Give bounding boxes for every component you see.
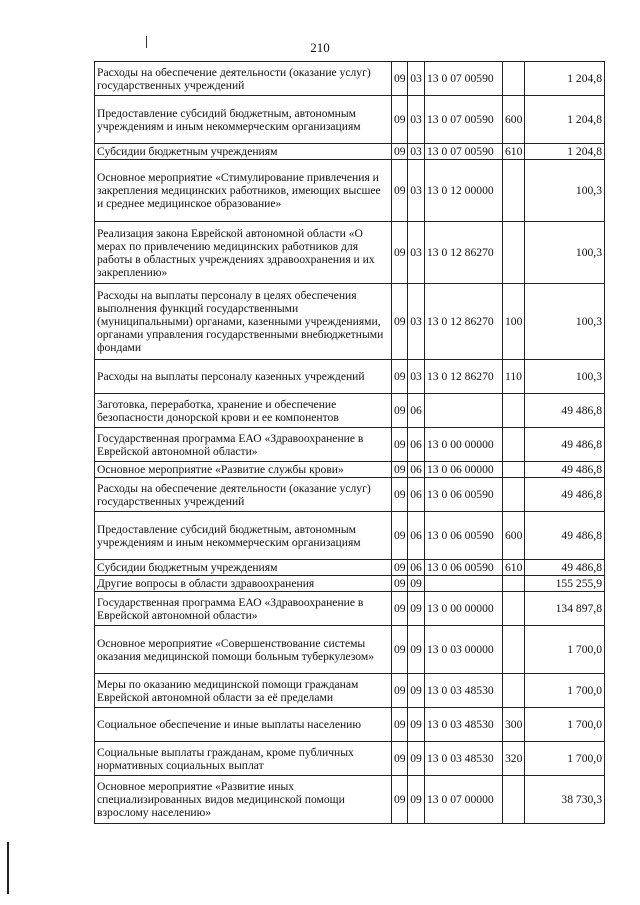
row-target-article-cell: 13 0 00 00000: [425, 592, 503, 626]
row-section-cell: 09: [392, 626, 408, 674]
row-section-cell: 09: [392, 428, 408, 462]
row-amount-cell: 1 204,8: [525, 144, 605, 160]
row-subsection-cell: 06: [408, 512, 425, 560]
table-row: [95, 776, 605, 824]
row-amount-cell: 49 486,8: [525, 394, 605, 428]
row-amount-cell: 134 897,8: [525, 592, 605, 626]
row-expense-type-cell: 110: [503, 360, 525, 394]
row-amount-cell: 1 700,0: [525, 708, 605, 742]
row-amount-cell: 1 700,0: [525, 742, 605, 776]
table-row: [95, 96, 605, 144]
table-row: [95, 592, 605, 626]
row-subsection-cell: 06: [408, 560, 425, 576]
row-target-article-cell: 13 0 12 00000: [425, 160, 503, 222]
row-subsection-cell: 06: [408, 462, 425, 478]
row-amount-cell: 100,3: [525, 222, 605, 284]
table-row: [95, 222, 605, 284]
row-expense-type-cell: 100: [503, 284, 525, 360]
row-section-cell: 09: [392, 592, 408, 626]
row-name-cell: Субсидии бюджетным учреждениям: [95, 560, 392, 576]
row-section-cell: 09: [392, 512, 408, 560]
table-row: [95, 576, 605, 592]
row-expense-type-cell: [503, 626, 525, 674]
row-expense-type-cell: 300: [503, 708, 525, 742]
row-name-cell: Государственная программа ЕАО «Здравоохранение в Еврейской автономной области»: [95, 428, 392, 462]
row-subsection-cell: 03: [408, 160, 425, 222]
row-name-cell: Социальное обеспечение и иные выплаты населению: [95, 708, 392, 742]
row-section-cell: 09: [392, 222, 408, 284]
row-target-article-cell: [425, 576, 503, 592]
row-target-article-cell: 13 0 06 00590: [425, 512, 503, 560]
row-name-cell: Реализация закона Еврейской автономной области «О мерах по привлечению медицинских работников для работы в областных учреждениях здравоохранения и их закреплению»: [95, 222, 392, 284]
row-subsection-cell: 09: [408, 708, 425, 742]
row-section-cell: 09: [392, 560, 408, 576]
row-name-cell: Социальные выплаты гражданам, кроме публичных нормативных социальных выплат: [95, 742, 392, 776]
row-amount-cell: 49 486,8: [525, 478, 605, 512]
row-expense-type-cell: 610: [503, 560, 525, 576]
row-name-cell: Предоставление субсидий бюджетным, автономным учреждениям и иным некоммерческим организациям: [95, 96, 392, 144]
table-row: [95, 144, 605, 160]
row-amount-cell: 155 255,9: [525, 576, 605, 592]
table-row: [95, 62, 605, 96]
row-section-cell: 09: [392, 674, 408, 708]
row-target-article-cell: 13 0 00 00000: [425, 428, 503, 462]
row-section-cell: 09: [392, 394, 408, 428]
row-name-cell: Государственная программа ЕАО «Здравоохранение в Еврейской автономной области»: [95, 592, 392, 626]
row-target-article-cell: 13 0 06 00590: [425, 560, 503, 576]
table-row: [95, 742, 605, 776]
row-expense-type-cell: [503, 222, 525, 284]
row-name-cell: Основное мероприятие «Стимулирование привлечения и закрепления медицинских работников, имеющих высшее и среднее медицинское образование»: [95, 160, 392, 222]
row-target-article-cell: 13 0 03 48530: [425, 708, 503, 742]
row-expense-type-cell: [503, 576, 525, 592]
row-name-cell: Меры по оказанию медицинской помощи гражданам Еврейской автономной области за её пределами: [95, 674, 392, 708]
row-amount-cell: 49 486,8: [525, 512, 605, 560]
row-target-article-cell: [425, 394, 503, 428]
row-expense-type-cell: [503, 62, 525, 96]
row-target-article-cell: 13 0 07 00000: [425, 776, 503, 824]
row-subsection-cell: 06: [408, 428, 425, 462]
row-subsection-cell: 03: [408, 360, 425, 394]
margin-side-mark: [7, 842, 9, 894]
row-amount-cell: 100,3: [525, 360, 605, 394]
row-name-cell: Основное мероприятие «Совершенствование системы оказания медицинской помощи больным туберкулезом»: [95, 626, 392, 674]
row-section-cell: 09: [392, 62, 408, 96]
row-section-cell: 09: [392, 96, 408, 144]
row-subsection-cell: 03: [408, 222, 425, 284]
row-section-cell: 09: [392, 708, 408, 742]
row-subsection-cell: 09: [408, 592, 425, 626]
table-row: [95, 360, 605, 394]
row-expense-type-cell: [503, 776, 525, 824]
row-target-article-cell: 13 0 06 00590: [425, 478, 503, 512]
table-row: [95, 560, 605, 576]
row-amount-cell: 1 700,0: [525, 674, 605, 708]
row-name-cell: Расходы на выплаты персоналу казенных учреждений: [95, 360, 392, 394]
table-row: [95, 626, 605, 674]
row-section-cell: 09: [392, 776, 408, 824]
table-row: [95, 674, 605, 708]
row-amount-cell: 100,3: [525, 160, 605, 222]
row-expense-type-cell: [503, 394, 525, 428]
row-name-cell: Предоставление субсидий бюджетным, автономным учреждениям и иным некоммерческим организациям: [95, 512, 392, 560]
table-row: [95, 462, 605, 478]
row-target-article-cell: 13 0 12 86270: [425, 360, 503, 394]
row-subsection-cell: 06: [408, 478, 425, 512]
row-amount-cell: 49 486,8: [525, 462, 605, 478]
table-row: [95, 394, 605, 428]
row-section-cell: 09: [392, 284, 408, 360]
row-subsection-cell: 03: [408, 144, 425, 160]
row-target-article-cell: 13 0 06 00000: [425, 462, 503, 478]
row-section-cell: 09: [392, 462, 408, 478]
row-expense-type-cell: 600: [503, 96, 525, 144]
row-name-cell: Основное мероприятие «Развитие иных специализированных видов медицинской помощи взрослому населению»: [95, 776, 392, 824]
table-row: [95, 478, 605, 512]
row-target-article-cell: 13 0 07 00590: [425, 96, 503, 144]
row-name-cell: Субсидии бюджетным учреждениям: [95, 144, 392, 160]
row-target-article-cell: 13 0 07 00590: [425, 62, 503, 96]
budget-table: [94, 61, 605, 824]
table-row: [95, 512, 605, 560]
row-expense-type-cell: 610: [503, 144, 525, 160]
budget-table-body: [95, 62, 605, 824]
table-row: [95, 708, 605, 742]
row-target-article-cell: 13 0 03 48530: [425, 674, 503, 708]
table-row: [95, 428, 605, 462]
row-subsection-cell: 09: [408, 674, 425, 708]
row-expense-type-cell: [503, 592, 525, 626]
row-expense-type-cell: 600: [503, 512, 525, 560]
row-expense-type-cell: [503, 674, 525, 708]
row-target-article-cell: 13 0 03 48530: [425, 742, 503, 776]
row-subsection-cell: 03: [408, 96, 425, 144]
row-amount-cell: 49 486,8: [525, 428, 605, 462]
row-name-cell: Другие вопросы в области здравоохранения: [95, 576, 392, 592]
row-expense-type-cell: [503, 160, 525, 222]
row-subsection-cell: 06: [408, 394, 425, 428]
row-subsection-cell: 03: [408, 62, 425, 96]
row-name-cell: Заготовка, переработка, хранение и обеспечение безопасности донорской крови и ее компонентов: [95, 394, 392, 428]
row-subsection-cell: 09: [408, 576, 425, 592]
row-section-cell: 09: [392, 160, 408, 222]
table-row: [95, 284, 605, 360]
row-section-cell: 09: [392, 742, 408, 776]
row-amount-cell: 1 700,0: [525, 626, 605, 674]
row-target-article-cell: 13 0 07 00590: [425, 144, 503, 160]
row-expense-type-cell: [503, 462, 525, 478]
row-expense-type-cell: 320: [503, 742, 525, 776]
row-name-cell: Расходы на обеспечение деятельности (оказание услуг) государственных учреждений: [95, 478, 392, 512]
row-target-article-cell: 13 0 03 00000: [425, 626, 503, 674]
page-number: 210: [310, 40, 330, 55]
row-target-article-cell: 13 0 12 86270: [425, 222, 503, 284]
row-expense-type-cell: [503, 428, 525, 462]
table-row: [95, 160, 605, 222]
row-name-cell: Основное мероприятие «Развитие службы крови»: [95, 462, 392, 478]
row-section-cell: 09: [392, 478, 408, 512]
row-target-article-cell: 13 0 12 86270: [425, 284, 503, 360]
row-subsection-cell: 09: [408, 626, 425, 674]
row-subsection-cell: 09: [408, 776, 425, 824]
row-amount-cell: 38 730,3: [525, 776, 605, 824]
row-section-cell: 09: [392, 144, 408, 160]
row-amount-cell: 1 204,8: [525, 62, 605, 96]
row-amount-cell: 100,3: [525, 284, 605, 360]
row-name-cell: Расходы на обеспечение деятельности (оказание услуг) государственных учреждений: [95, 62, 392, 96]
row-name-cell: Расходы на выплаты персоналу в целях обеспечения выполнения функций государственными (муниципальными) органами, казенными учреждениями, органами управления государственными внебюджетными фондами: [95, 284, 392, 360]
row-amount-cell: 1 204,8: [525, 96, 605, 144]
row-subsection-cell: 03: [408, 284, 425, 360]
row-section-cell: 09: [392, 360, 408, 394]
row-expense-type-cell: [503, 478, 525, 512]
row-amount-cell: 49 486,8: [525, 560, 605, 576]
row-subsection-cell: 09: [408, 742, 425, 776]
row-section-cell: 09: [392, 576, 408, 592]
